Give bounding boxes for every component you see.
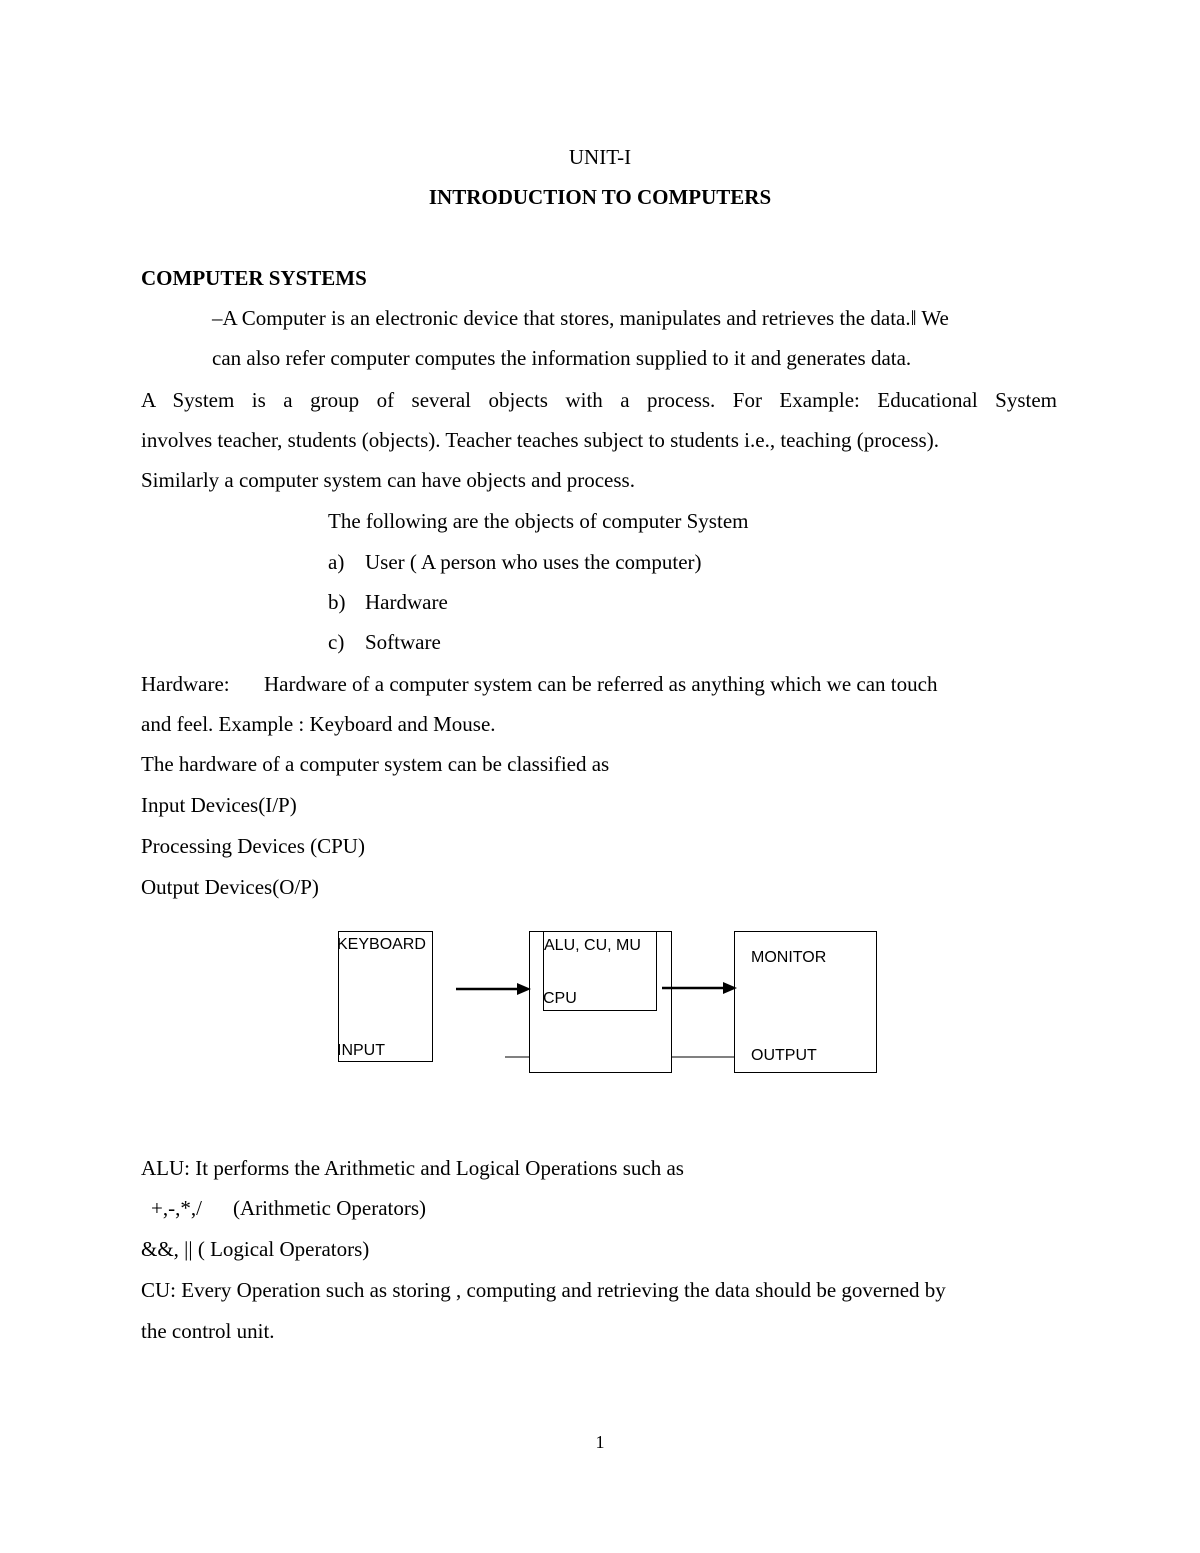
objects-intro: The following are the objects of computer System xyxy=(328,509,749,533)
hardware-line-1: Hardware of a computer system can be referred as anything which we can touch xyxy=(264,672,938,696)
page-title: INTRODUCTION TO COMPUTERS xyxy=(428,185,772,209)
input-bottom-label: INPUT xyxy=(337,1042,385,1059)
page-number: 1 xyxy=(595,1432,605,1452)
alu-line-1: ALU: It performs the Arithmetic and Logical Operations such as xyxy=(141,1156,684,1180)
list-item-text: Hardware xyxy=(365,590,448,614)
list-item-text: User ( A person who uses the computer) xyxy=(365,550,702,574)
definition-line-1: –A Computer is an electronic device that stores, manipulates and retrieves the data.‖ We xyxy=(212,306,949,330)
arith-label: (Arithmetic Operators) xyxy=(233,1196,427,1220)
section-heading: COMPUTER SYSTEMS xyxy=(141,266,367,290)
arith-ops: +,-,*,/ xyxy=(151,1196,202,1220)
input-top-label: KEYBOARD xyxy=(337,936,426,953)
hardware-label: Hardware: xyxy=(141,672,230,696)
list-marker: c) xyxy=(328,630,345,654)
unit-heading: UNIT-I xyxy=(568,145,632,169)
arrow-head-input-cpu xyxy=(517,983,531,995)
cpu-inner-label: ALU, CU, MU xyxy=(544,937,641,954)
definition-line-2: can also refer computer computes the information supplied to it and generates data. xyxy=(212,346,912,370)
system-line-2: involves teacher, students (objects). Teacher teaches subject to students i.e., teaching (process). xyxy=(141,428,939,452)
logic-line: &&, || ( Logical Operators) xyxy=(141,1237,370,1261)
output-bottom-label: OUTPUT xyxy=(751,1047,817,1064)
hardware-classified: The hardware of a computer system can be classified as xyxy=(141,752,610,776)
cu-line-2: the control unit. xyxy=(141,1319,275,1343)
cu-line-1: CU: Every Operation such as storing , computing and retrieving the data should be governed by xyxy=(141,1278,946,1302)
arrow-head-cpu-output xyxy=(723,982,737,994)
system-line-3: Similarly a computer system can have objects and process. xyxy=(141,468,635,492)
category-input: Input Devices(I/P) xyxy=(141,793,297,817)
category-processing: Processing Devices (CPU) xyxy=(141,834,365,858)
system-line-1: A System is a group of several objects with a process. For Example: Educational System xyxy=(141,388,1057,412)
list-marker: a) xyxy=(328,550,345,574)
list-item-text: Software xyxy=(365,630,441,654)
cpu-label: CPU xyxy=(543,990,577,1007)
list-marker: b) xyxy=(328,590,346,614)
hardware-line-2: and feel. Example : Keyboard and Mouse. xyxy=(141,712,496,736)
category-output: Output Devices(O/P) xyxy=(141,875,319,899)
output-top-label: MONITOR xyxy=(751,949,827,966)
